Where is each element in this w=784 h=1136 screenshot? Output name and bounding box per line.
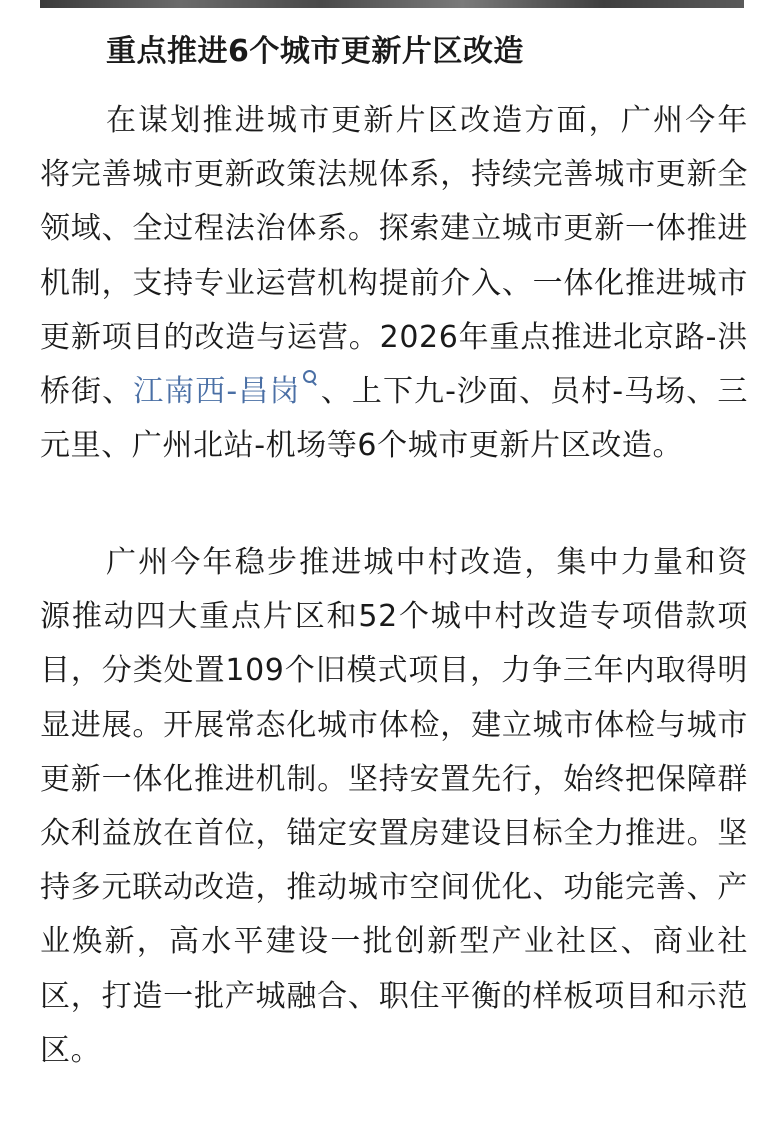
keyword-search-link[interactable] (133, 374, 320, 409)
paragraph-1 (40, 94, 748, 473)
paragraph-2: 广州今年稳步推进城中村改造，集中力量和资源推动四大重点片区和52个城中村改造专项借款项目，分类处置109个旧模式项目，力争三年内取得明显进展。开展常态化城市体检，建立城市体检与城市更新一体化推进机制。坚持安置先行，始终把保障群众利益放在首位，锚定安置房建设目标全力推进。坚持多元联动改造，推动城市空间优化、功能完善、产业焕新，高水平建设一批创新型产业社区、商业社区，打造一批产城融合、职住平衡的样板项目和示范区。 (40, 545, 748, 1068)
paragraph-1-text-after-link: 、上下九-沙面、员村-马场、三元里、广州北站-机场等6个城市更新片区改造。 (40, 374, 748, 464)
section-heading: 重点推进6个城市更新片区改造 (106, 34, 524, 69)
keyword-link-text[interactable]: 江南西-昌岗 (133, 374, 301, 410)
search-icon[interactable] (302, 370, 318, 390)
article-image-bottom-edge (40, 0, 744, 8)
paragraph-1-text-before-link: 在谋划推进城市更新片区改造方面，广州今年将完善城市更新政策法规体系，持续完善城市更新全领域、全过程法治体系。探索建立城市更新一体推进机制，支持专业运营机构提前介入、一体化推进城市更新项目的改造与运营。2026年重点推进北京路-洪桥街、 (40, 103, 748, 410)
